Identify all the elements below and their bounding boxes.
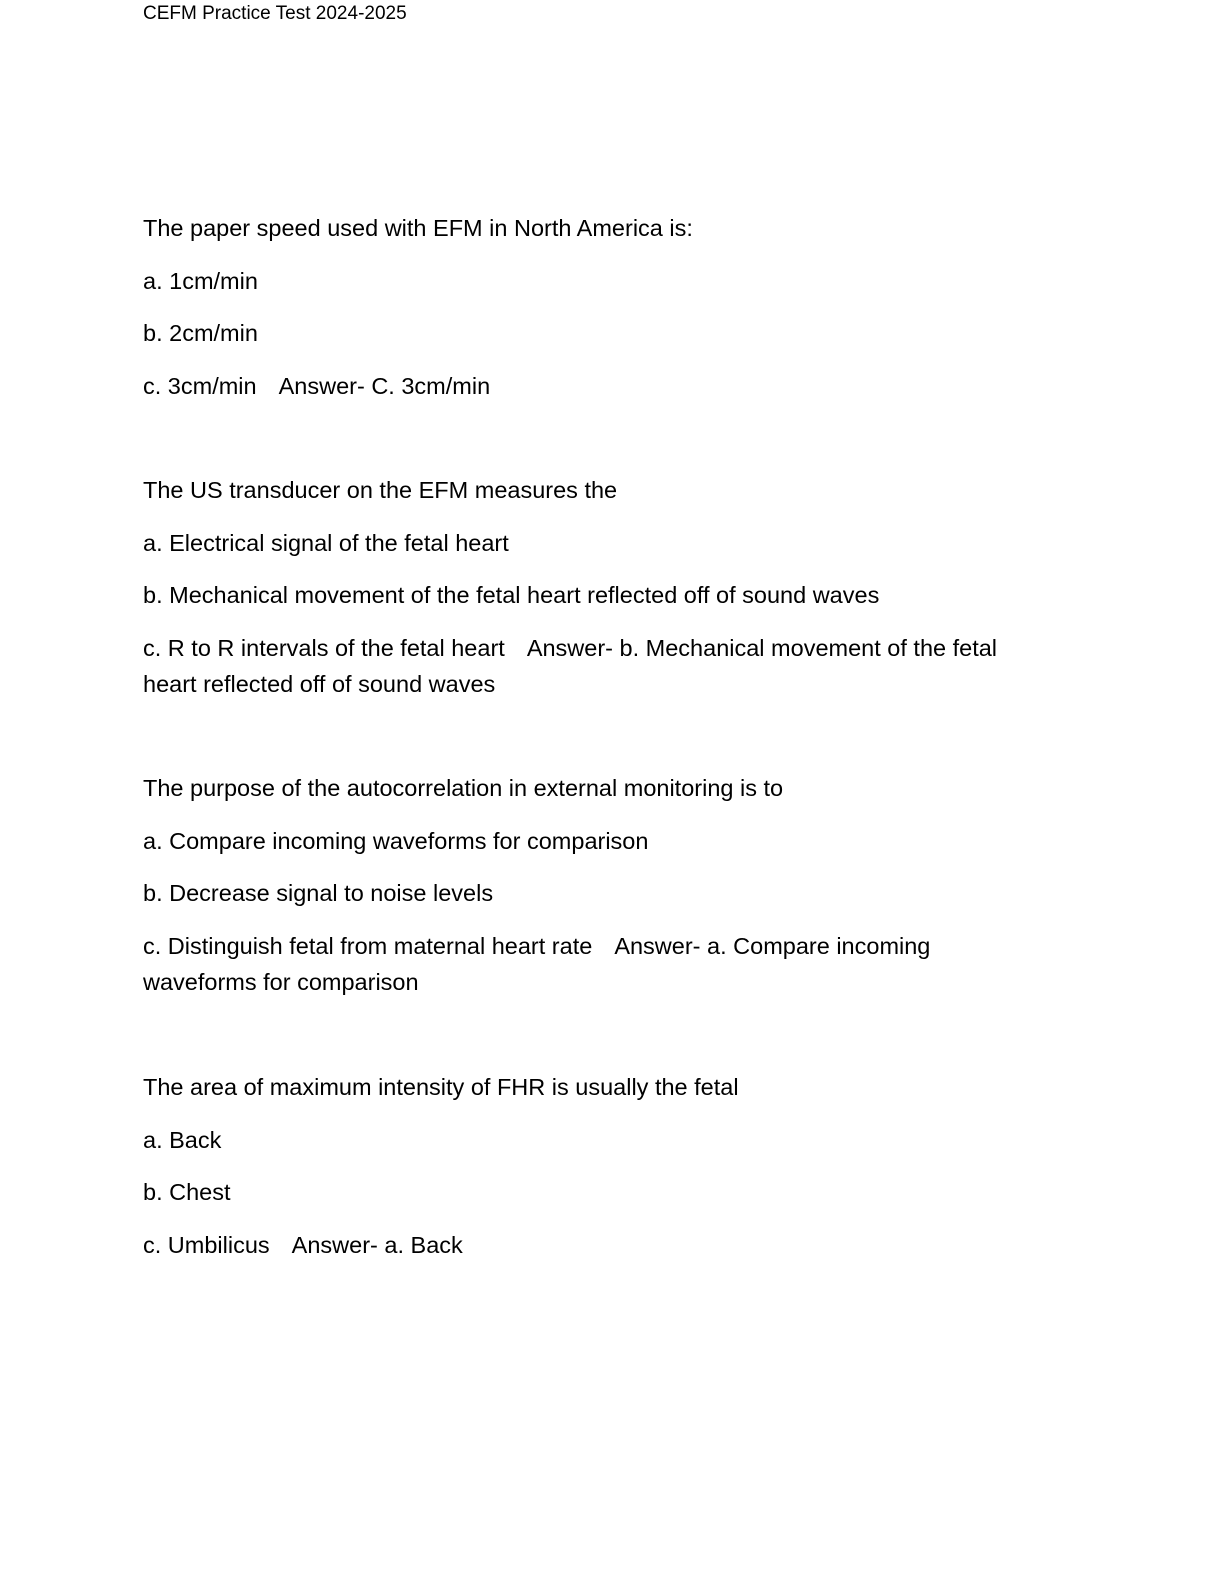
option-a: a. 1cm/min: [143, 267, 258, 294]
question-block: [143, 1069, 1033, 1279]
question-text: The paper speed used with EFM in North America is:: [143, 215, 693, 241]
option-c-with-answer: [143, 368, 1033, 404]
question-text: The area of maximum intensity of FHR is usually the fetal: [143, 1074, 739, 1100]
option-a: a. Electrical signal of the fetal heart: [143, 529, 509, 556]
option-c: c. R to R intervals of the fetal heart: [143, 634, 505, 661]
option-c-with-answer: [143, 1227, 1033, 1263]
answer-text: Answer- a. Back: [291, 1231, 463, 1258]
answer-text: Answer- a. Compare incoming waveforms for comparison: [143, 932, 931, 995]
question-block: [143, 210, 1033, 420]
option-c: c. Umbilicus: [143, 1231, 270, 1258]
option-c-with-answer: [143, 928, 1033, 1000]
option-a: a. Back: [143, 1126, 222, 1153]
option-c: c. 3cm/min: [143, 372, 257, 399]
option-c-with-answer: [143, 630, 1033, 702]
option-b: b. Decrease signal to noise levels: [143, 880, 494, 906]
option-c: c. Distinguish fetal from maternal heart rate: [143, 932, 593, 959]
question-block: [143, 472, 1033, 718]
option-b: b. 2cm/min: [143, 320, 258, 346]
option-b: b. Chest: [143, 1179, 231, 1205]
question-block: [143, 770, 1033, 1016]
page-header: CEFM Practice Test 2024-2025: [143, 3, 407, 24]
answer-text: Answer- b. Mechanical movement of the fetal heart reflected off of sound waves: [143, 634, 998, 697]
question-text: The US transducer on the EFM measures the: [143, 477, 618, 503]
answer-text: Answer- C. 3cm/min: [278, 372, 491, 399]
option-b: b. Mechanical movement of the fetal heart reflected off of sound waves: [143, 582, 880, 608]
question-text: The purpose of the autocorrelation in external monitoring is to: [143, 775, 784, 801]
option-a: a. Compare incoming waveforms for comparison: [143, 827, 649, 854]
